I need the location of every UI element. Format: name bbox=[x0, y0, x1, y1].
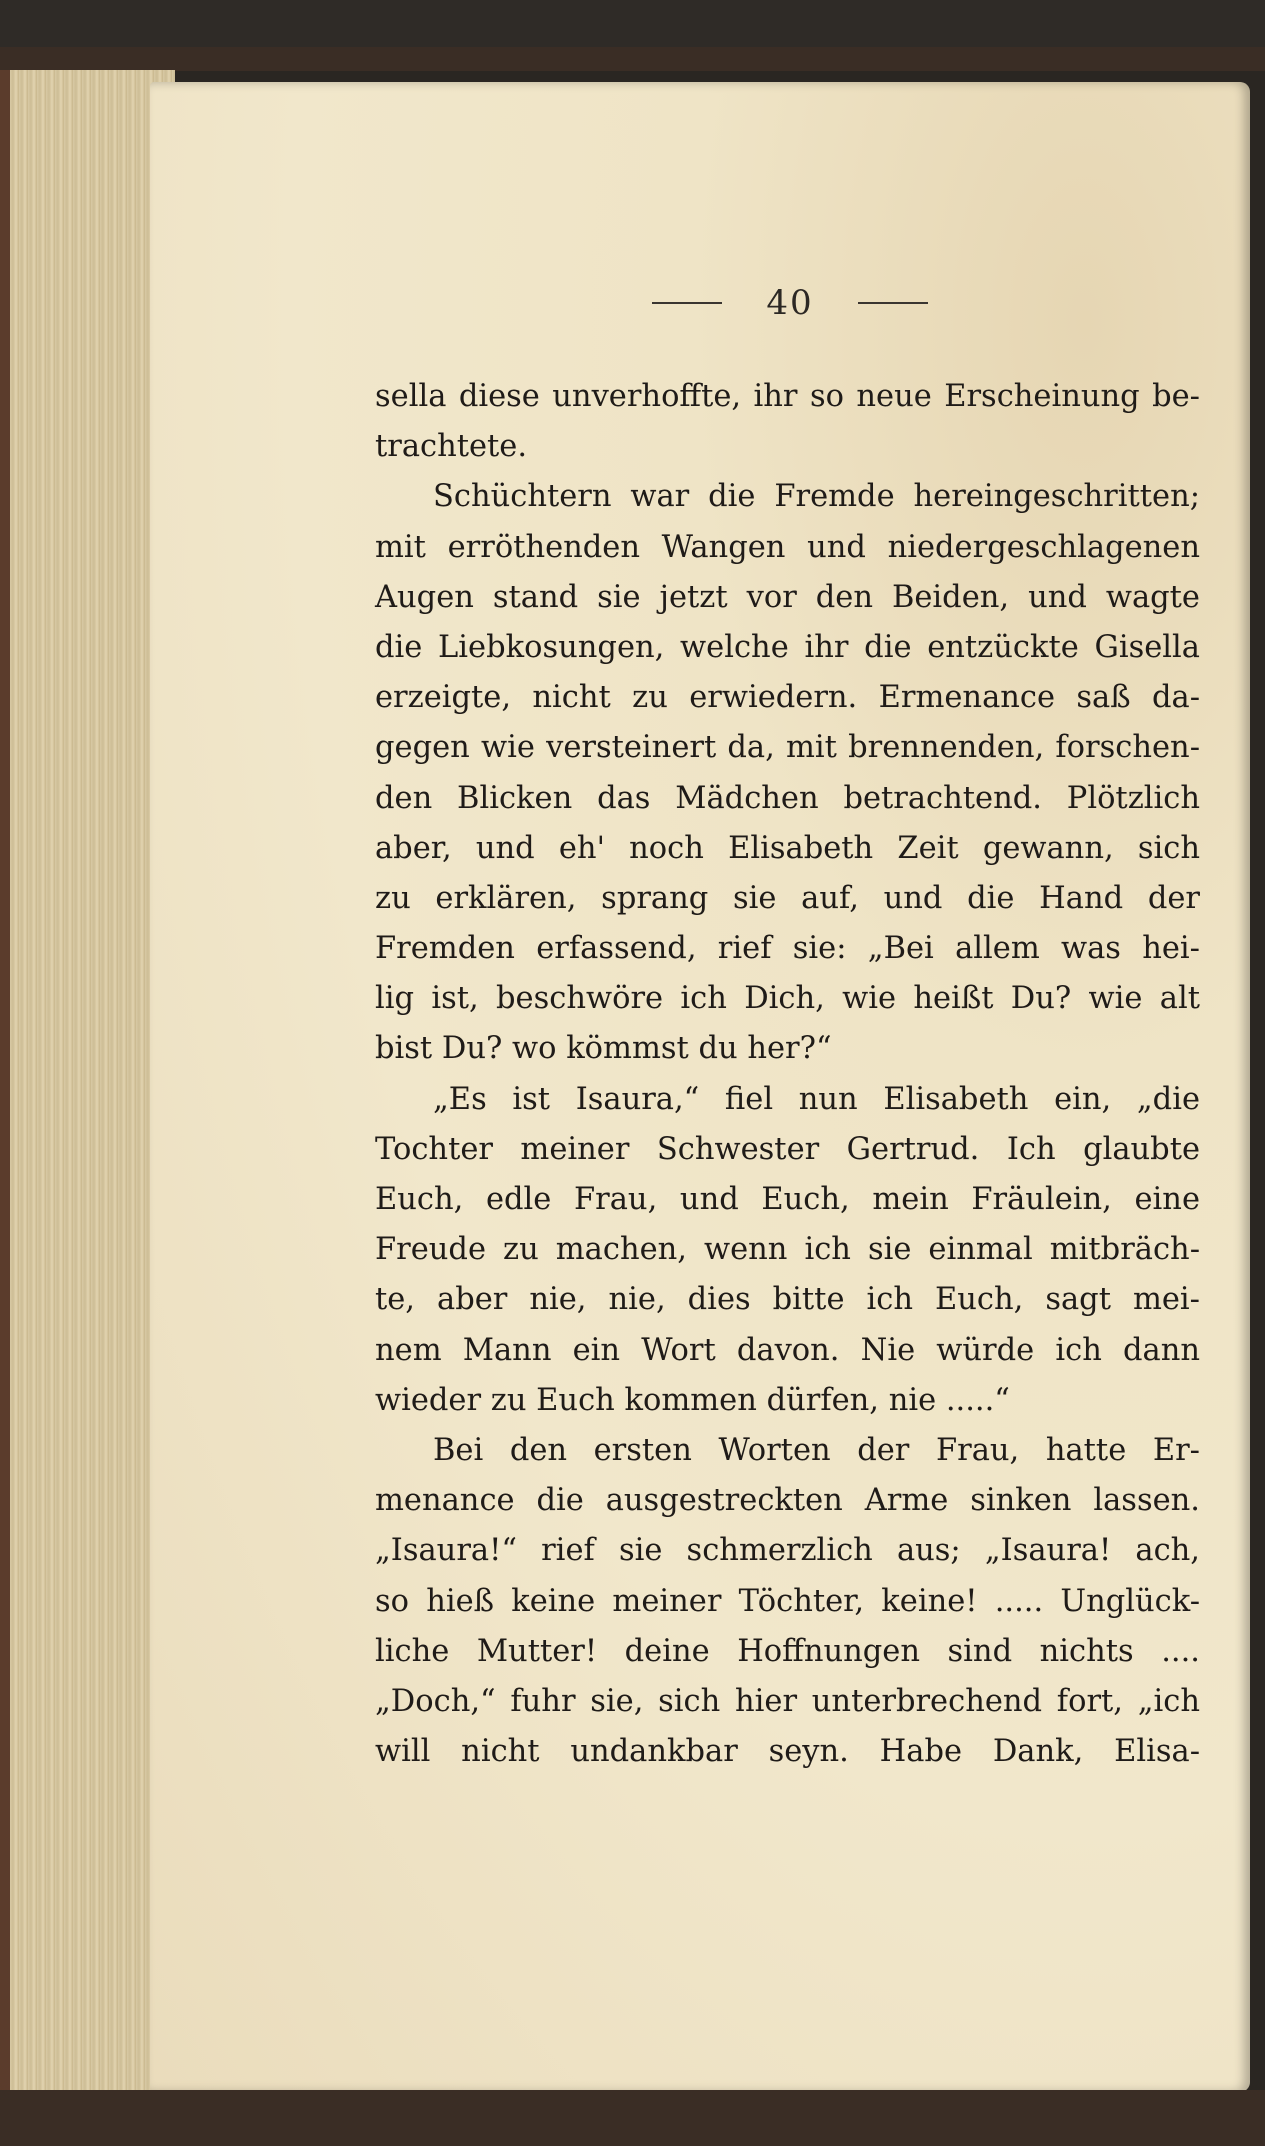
text-line: erzeigte, nicht zu erwiedern. Ermenance saß da- bbox=[375, 680, 1200, 716]
text-line: lig ist, beschwöre ich Dich, wie heißt Du? wie alt bbox=[375, 981, 1200, 1017]
text-line: menance die ausgestreckten Arme sinken lassen. bbox=[375, 1483, 1200, 1519]
text-line: mit erröthenden Wangen und niedergeschlagenen bbox=[375, 529, 1200, 565]
text-line: bist Du? wo kömmst du her?“ bbox=[375, 1031, 832, 1067]
header-dash-left bbox=[652, 302, 722, 304]
text-line: Augen stand sie jetzt vor den Beiden, und wagte bbox=[375, 579, 1200, 615]
header-dash-right bbox=[858, 302, 928, 304]
text-line: Tochter meiner Schwester Gertrud. Ich glaubte bbox=[375, 1131, 1200, 1167]
text-line: Schüchtern war die Fremde hereingeschritten; bbox=[433, 479, 1200, 515]
book-page-edges bbox=[0, 70, 175, 2110]
text-line: te, aber nie, nie, dies bitte ich Euch, sagt mei- bbox=[375, 1282, 1200, 1318]
text-line: den Blicken das Mädchen betrachtend. Plötzlich bbox=[375, 780, 1200, 816]
text-line: trachtete. bbox=[375, 429, 528, 465]
text-line: Bei den ersten Worten der Frau, hatte Er- bbox=[433, 1432, 1200, 1468]
text-line: „Es ist Isaura,“ fiel nun Elisabeth ein, „die bbox=[433, 1081, 1200, 1117]
book-cover-bottom bbox=[0, 2090, 1265, 2146]
text-line: wieder zu Euch kommen dürfen, nie .....“ bbox=[375, 1382, 1010, 1418]
text-line: aber, und eh' noch Elisabeth Zeit gewann, sich bbox=[375, 830, 1200, 866]
text-line: nem Mann ein Wort davon. Nie würde ich dann bbox=[375, 1332, 1200, 1368]
page-header bbox=[610, 283, 970, 323]
page-number: 40 bbox=[766, 283, 814, 323]
text-line: sella diese unverhoffte, ihr so neue Erscheinung be- bbox=[375, 379, 1200, 414]
text-line: gegen wie versteinert da, mit brennenden, forschen- bbox=[375, 730, 1200, 766]
body-text bbox=[375, 372, 1200, 1777]
text-line: Fremden erfassend, rief sie: „Bei allem was hei- bbox=[375, 931, 1200, 967]
text-line: will nicht undankbar seyn. Habe Dank, Elisa- bbox=[375, 1734, 1200, 1770]
text-line: liche Mutter! deine Hoffnungen sind nichts .... bbox=[375, 1633, 1200, 1669]
text-line: „Doch,“ fuhr sie, sich hier unterbrechend fort, „ich bbox=[375, 1683, 1200, 1719]
text-line: „Isaura!“ rief sie schmerzlich aus; „Isaura! ach, bbox=[375, 1533, 1200, 1569]
text-line: die Liebkosungen, welche ihr die entzückte Gisella bbox=[375, 629, 1200, 665]
text-line: Freude zu machen, wenn ich sie einmal mitbräch- bbox=[375, 1232, 1200, 1268]
text-line: so hieß keine meiner Töchter, keine! ..... Unglück- bbox=[375, 1583, 1200, 1619]
text-line: zu erklären, sprang sie auf, und die Hand der bbox=[375, 880, 1200, 916]
text-line: Euch, edle Frau, und Euch, mein Fräulein, eine bbox=[375, 1182, 1200, 1217]
